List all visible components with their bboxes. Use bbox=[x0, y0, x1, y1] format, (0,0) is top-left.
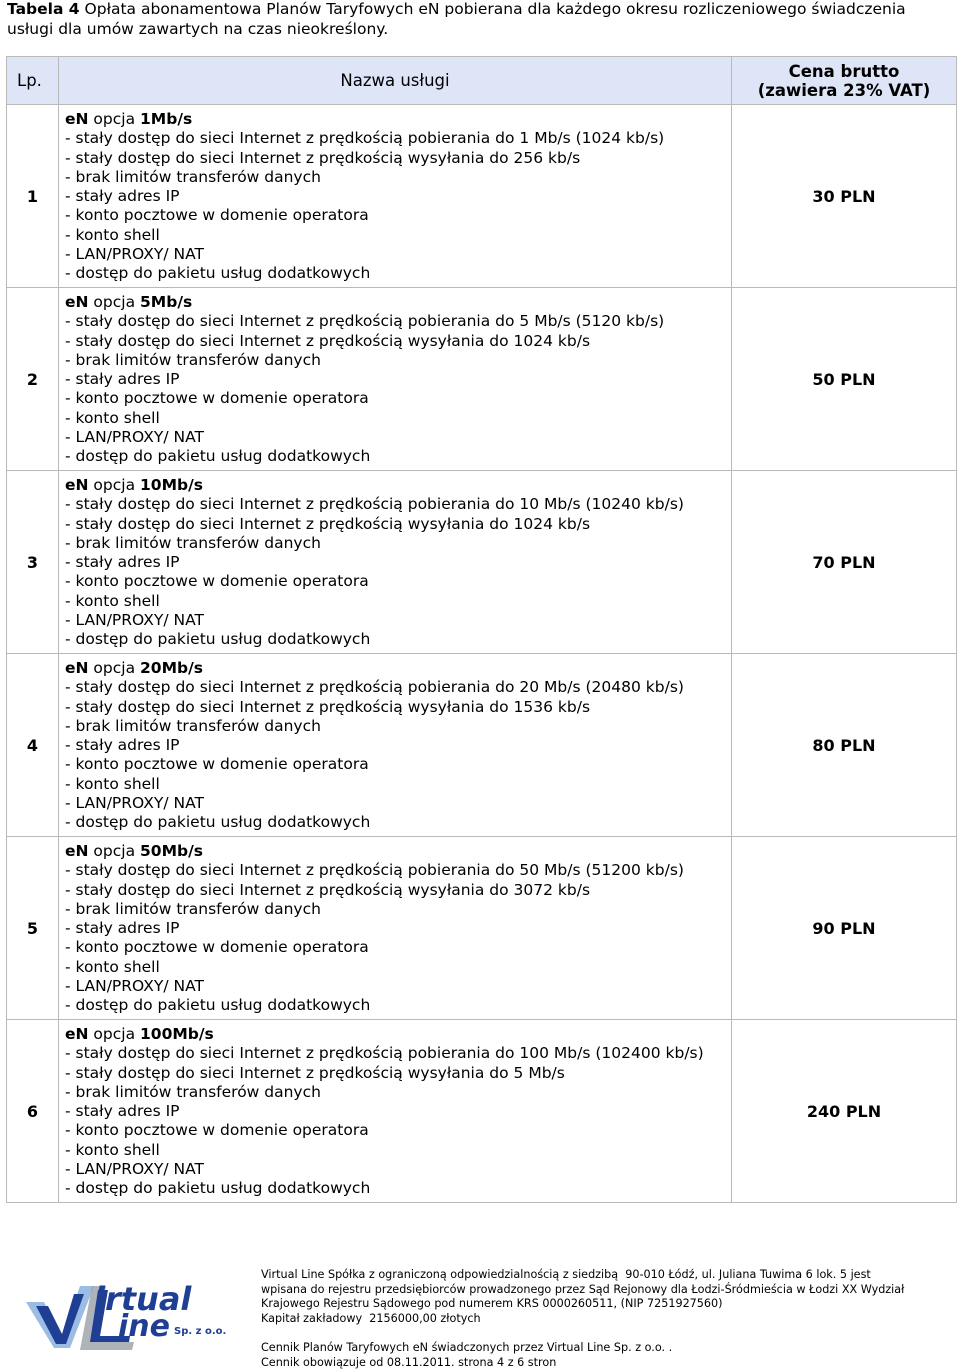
service-feature: - stały adres IP bbox=[65, 1102, 180, 1121]
service-description bbox=[59, 837, 732, 1020]
service-title bbox=[65, 1025, 731, 1044]
service-description bbox=[59, 654, 732, 837]
brand-name: eN bbox=[65, 110, 89, 128]
service-title bbox=[65, 476, 731, 495]
service-feature: - LAN/PROXY/ NAT bbox=[65, 245, 204, 264]
brand-name: eN bbox=[65, 659, 89, 677]
option-speed: 100Mb/s bbox=[140, 1025, 214, 1043]
header-price bbox=[732, 57, 957, 105]
table-row bbox=[7, 105, 957, 288]
service-feature: - stały dostęp do sieci Internet z prędkością wysyłania do 5 Mb/s bbox=[65, 1063, 565, 1082]
option-word: opcja bbox=[88, 110, 141, 128]
service-price: 240 PLN bbox=[732, 1020, 957, 1203]
option-speed: 20Mb/s bbox=[140, 659, 203, 677]
service-feature: - brak limitów transferów danych bbox=[65, 1082, 321, 1101]
header-service-name: Nazwa usługi bbox=[59, 57, 732, 105]
service-feature: - brak limitów transferów danych bbox=[65, 350, 321, 369]
header-price-line2: (zawiera 23% VAT) bbox=[757, 80, 931, 100]
brand-name: eN bbox=[65, 1025, 89, 1043]
table-caption-text: Opłata abonamentowa Planów Taryfowych eN pobierana dla każdego okresu rozliczeniowego świadczenia usługi dla umów zawartych na czas nieokreślony. bbox=[7, 0, 906, 38]
row-number: 1 bbox=[7, 105, 59, 288]
footer-company-info bbox=[261, 1268, 956, 1326]
service-feature: - konto shell bbox=[65, 1140, 160, 1159]
service-feature: - stały dostęp do sieci Internet z prędkością pobierania do 1 Mb/s (1024 kb/s) bbox=[65, 129, 665, 148]
table-header-row bbox=[7, 57, 957, 105]
table-row bbox=[7, 471, 957, 654]
service-feature: - konto shell bbox=[65, 225, 160, 244]
service-feature: - LAN/PROXY/ NAT bbox=[65, 977, 204, 996]
service-feature: - konto pocztowe w domenie operatora bbox=[65, 755, 369, 774]
row-number: 3 bbox=[7, 471, 59, 654]
service-feature: - stały dostęp do sieci Internet z prędkością wysyłania do 256 kb/s bbox=[65, 148, 581, 167]
table-row bbox=[7, 654, 957, 837]
row-number: 6 bbox=[7, 1020, 59, 1203]
table-body bbox=[7, 105, 957, 1203]
option-word: opcja bbox=[88, 842, 141, 860]
row-number: 4 bbox=[7, 654, 59, 837]
service-feature: - LAN/PROXY/ NAT bbox=[65, 428, 204, 447]
svg-text:irtual: irtual bbox=[94, 1280, 192, 1318]
service-price: 80 PLN bbox=[732, 654, 957, 837]
service-feature: - LAN/PROXY/ NAT bbox=[65, 794, 204, 813]
table-caption bbox=[7, 0, 952, 39]
service-feature: - stały dostęp do sieci Internet z prędkością wysyłania do 1024 kb/s bbox=[65, 514, 591, 533]
footer-company-line: Kapitał zakładowy 2156000,00 złotych bbox=[261, 1311, 481, 1325]
svg-text:ine: ine bbox=[118, 1309, 170, 1344]
service-feature: - konto shell bbox=[65, 957, 160, 976]
footer-document-info bbox=[261, 1341, 956, 1370]
service-feature: - LAN/PROXY/ NAT bbox=[65, 1160, 204, 1179]
table-caption-label: Tabela 4 bbox=[7, 0, 80, 18]
service-feature: - stały dostęp do sieci Internet z prędkością pobierania do 50 Mb/s (51200 kb/s) bbox=[65, 861, 684, 880]
service-title bbox=[65, 659, 731, 678]
service-feature: - stały adres IP bbox=[65, 553, 180, 572]
service-feature: - stały adres IP bbox=[65, 919, 180, 938]
virtual-line-logo bbox=[22, 1272, 237, 1352]
row-number: 2 bbox=[7, 288, 59, 471]
service-description bbox=[59, 1020, 732, 1203]
footer bbox=[261, 1268, 956, 1370]
service-feature: - konto pocztowe w domenie operatora bbox=[65, 938, 369, 957]
footer-company-line: Krajowego Rejestru Sądowego pod numerem KRS 0000260511, (NIP 7251927560) bbox=[261, 1297, 723, 1310]
service-feature: - konto pocztowe w domenie operatora bbox=[65, 1121, 369, 1140]
service-feature: - konto pocztowe w domenie operatora bbox=[65, 572, 369, 591]
service-feature: - konto shell bbox=[65, 591, 160, 610]
service-feature: - dostęp do pakietu usług dodatkowych bbox=[65, 813, 371, 832]
option-word: opcja bbox=[88, 659, 141, 677]
row-number: 5 bbox=[7, 837, 59, 1020]
service-feature: - LAN/PROXY/ NAT bbox=[65, 611, 204, 630]
service-price: 70 PLN bbox=[732, 471, 957, 654]
service-description bbox=[59, 288, 732, 471]
service-price: 30 PLN bbox=[732, 105, 957, 288]
footer-document-line: Cennik Planów Taryfowych eN świadczonych przez Virtual Line Sp. z o.o. . bbox=[261, 1341, 673, 1354]
service-feature: - dostęp do pakietu usług dodatkowych bbox=[65, 630, 371, 649]
svg-text:Sp. z o.o.: Sp. z o.o. bbox=[174, 1326, 227, 1337]
service-feature: - konto pocztowe w domenie operatora bbox=[65, 389, 369, 408]
service-feature: - konto shell bbox=[65, 774, 160, 793]
service-feature: - stały adres IP bbox=[65, 370, 180, 389]
service-feature: - stały dostęp do sieci Internet z prędkością pobierania do 5 Mb/s (5120 kb/s) bbox=[65, 312, 665, 331]
service-feature: - brak limitów transferów danych bbox=[65, 533, 321, 552]
service-title bbox=[65, 110, 731, 129]
service-feature: - brak limitów transferów danych bbox=[65, 899, 321, 918]
option-word: opcja bbox=[88, 293, 141, 311]
service-feature: - dostęp do pakietu usług dodatkowych bbox=[65, 447, 371, 466]
option-speed: 10Mb/s bbox=[140, 476, 203, 494]
option-speed: 5Mb/s bbox=[140, 293, 193, 311]
brand-name: eN bbox=[65, 476, 89, 494]
service-feature: - konto pocztowe w domenie operatora bbox=[65, 206, 369, 225]
logo-graphic bbox=[22, 1272, 237, 1352]
header-lp: Lp. bbox=[7, 57, 59, 105]
service-description bbox=[59, 471, 732, 654]
footer-document-line: Cennik obowiązuje od 08.11.2011. strona 4 z 6 stron bbox=[261, 1355, 557, 1369]
brand-name: eN bbox=[65, 293, 89, 311]
option-speed: 1Mb/s bbox=[140, 110, 193, 128]
service-description bbox=[59, 105, 732, 288]
service-feature: - stały dostęp do sieci Internet z prędkością wysyłania do 3072 kb/s bbox=[65, 880, 591, 899]
service-feature: - brak limitów transferów danych bbox=[65, 167, 321, 186]
brand-name: eN bbox=[65, 842, 89, 860]
table-row bbox=[7, 837, 957, 1020]
service-feature: - dostęp do pakietu usług dodatkowych bbox=[65, 996, 371, 1015]
pricing-table bbox=[6, 56, 957, 1203]
service-feature: - stały dostęp do sieci Internet z prędkością pobierania do 10 Mb/s (10240 kb/s) bbox=[65, 495, 684, 514]
service-feature: - stały adres IP bbox=[65, 736, 180, 755]
footer-company-line: Virtual Line Spółka z ograniczoną odpowiedzialnością z siedzibą 90-010 Łódź, ul. Juliana Tuwima 6 lok. 5 jest bbox=[261, 1268, 871, 1281]
service-feature: - dostęp do pakietu usług dodatkowych bbox=[65, 1179, 371, 1198]
table-row bbox=[7, 1020, 957, 1203]
service-price: 50 PLN bbox=[732, 288, 957, 471]
service-feature: - stały dostęp do sieci Internet z prędkością wysyłania do 1536 kb/s bbox=[65, 697, 591, 716]
service-title bbox=[65, 842, 731, 861]
service-feature: - dostęp do pakietu usług dodatkowych bbox=[65, 264, 371, 283]
service-feature: - brak limitów transferów danych bbox=[65, 716, 321, 735]
footer-company-line: wpisana do rejestru przedsiębiorców prowadzonego przez Sąd Rejonowy dla Łodzi-Śródmieścia w Łodzi XX Wydział bbox=[261, 1282, 905, 1296]
option-word: opcja bbox=[88, 1025, 141, 1043]
service-feature: - konto shell bbox=[65, 408, 160, 427]
service-feature: - stały adres IP bbox=[65, 187, 180, 206]
table-row bbox=[7, 288, 957, 471]
option-word: opcja bbox=[88, 476, 141, 494]
service-feature: - stały dostęp do sieci Internet z prędkością wysyłania do 1024 kb/s bbox=[65, 331, 591, 350]
header-price-line1: Cena brutto bbox=[788, 61, 900, 81]
service-title bbox=[65, 293, 731, 312]
option-speed: 50Mb/s bbox=[140, 842, 203, 860]
service-feature: - stały dostęp do sieci Internet z prędkością pobierania do 100 Mb/s (102400 kb/s) bbox=[65, 1044, 704, 1063]
service-feature: - stały dostęp do sieci Internet z prędkością pobierania do 20 Mb/s (20480 kb/s) bbox=[65, 678, 684, 697]
service-price: 90 PLN bbox=[732, 837, 957, 1020]
